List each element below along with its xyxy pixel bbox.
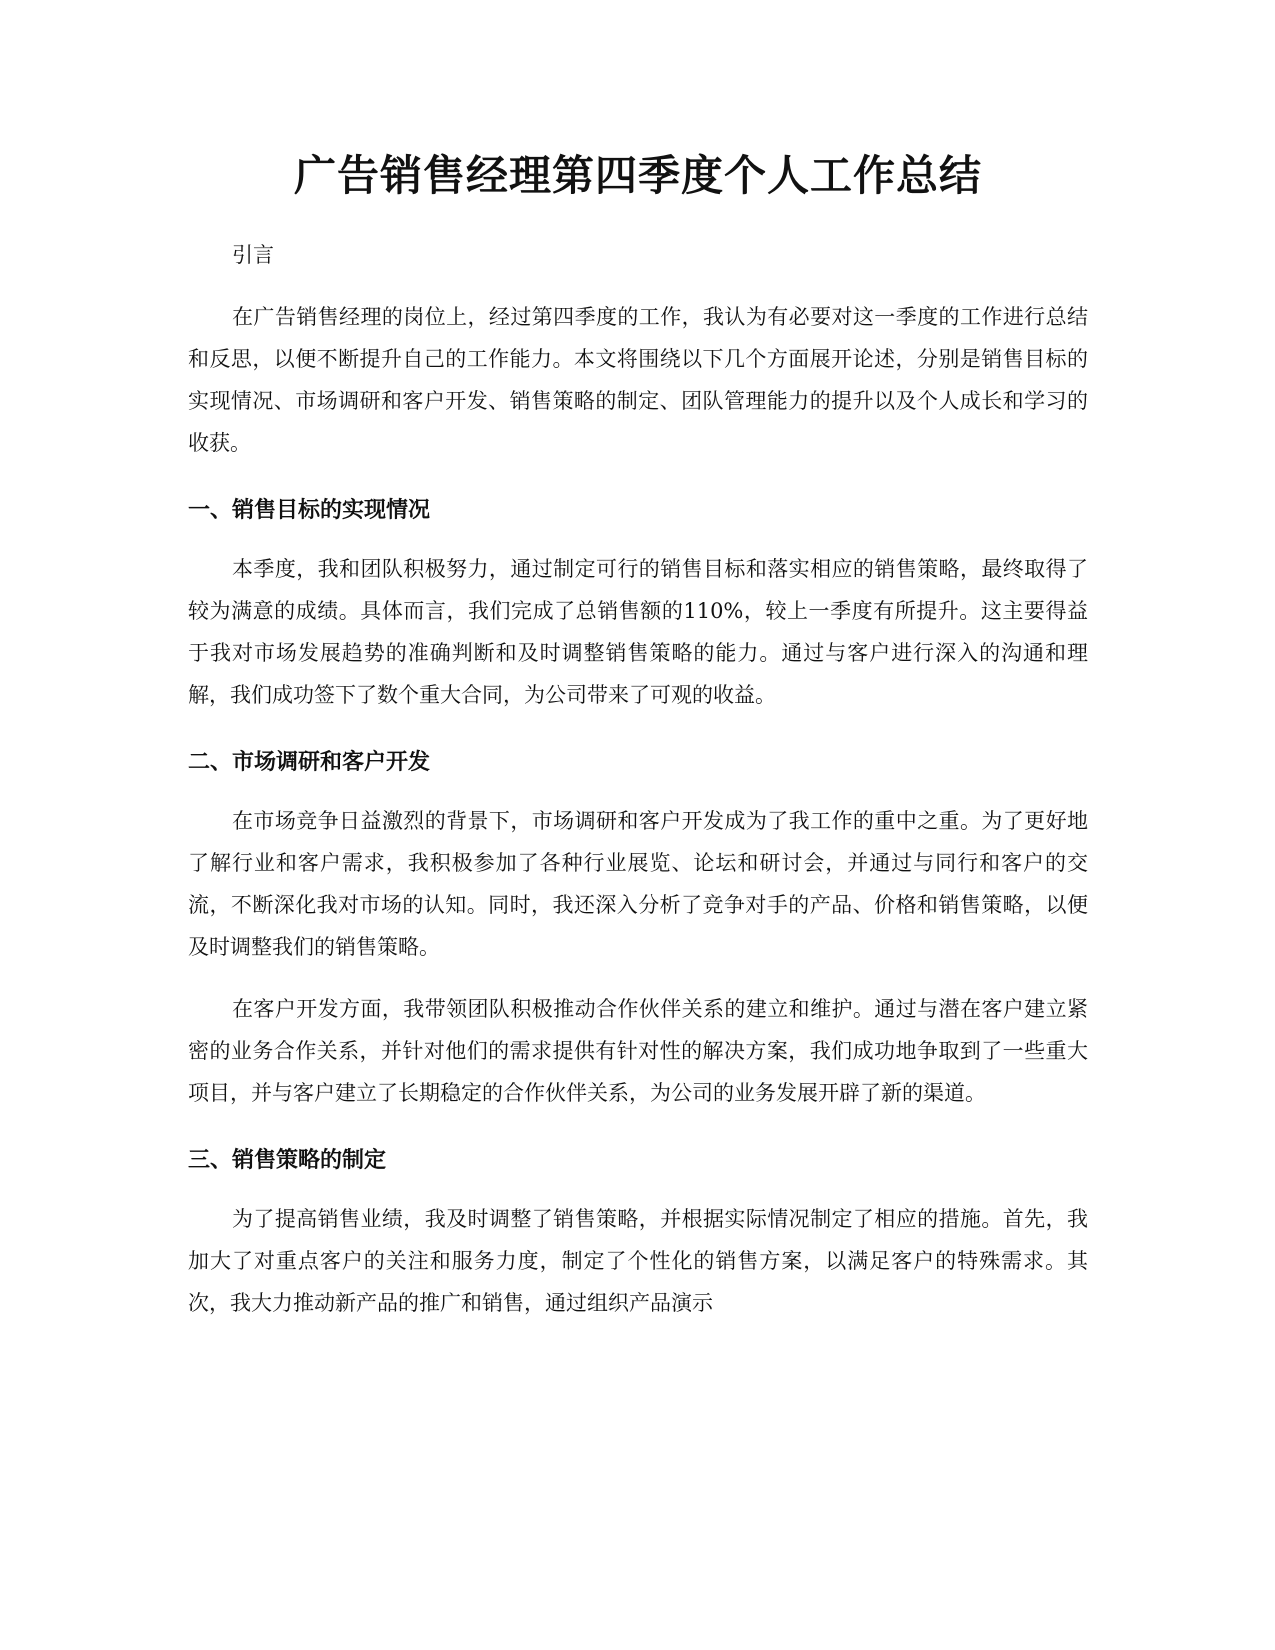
intro-label: 引言 [232, 243, 274, 267]
intro-paragraph: 在广告销售经理的岗位上，经过第四季度的工作，我认为有必要对这一季度的工作进行总结和反思，以便不断提升自己的工作能力。本文将围绕以下几个方面展开论述，分别是销售目标的实现情况、市场调研和客户开发、销售策略的制定、团队管理能力的提升以及个人成长和学习的收获。 [188, 305, 1088, 455]
section-heading-market-research: 二、市场调研和客户开发 [188, 750, 431, 775]
document-body [188, 148, 1088, 1324]
section-paragraph: 本季度，我和团队积极努力，通过制定可行的销售目标和落实相应的销售策略，最终取得了较为满意的成绩。具体而言，我们完成了总销售额的110%，较上一季度有所提升。这主要得益于我对市场发展趋势的准确判断和及时调整销售策略的能力。通过与客户进行深入的沟通和理解，我们成功签下了数个重大合同，为公司带来了可观的收益。 [188, 557, 1088, 707]
section-heading-sales-targets: 一、销售目标的实现情况 [188, 498, 431, 523]
section-paragraph: 为了提高销售业绩，我及时调整了销售策略，并根据实际情况制定了相应的措施。首先，我加大了对重点客户的关注和服务力度，制定了个性化的销售方案，以满足客户的特殊需求。其次，我大力推动新产品的推广和销售，通过组织产品演示 [188, 1207, 1088, 1315]
section-paragraph: 在客户开发方面，我带领团队积极推动合作伙伴关系的建立和维护。通过与潜在客户建立紧密的业务合作关系，并针对他们的需求提供有针对性的解决方案，我们成功地争取到了一些重大项目，并与客户建立了长期稳定的合作伙伴关系，为公司的业务发展开辟了新的渠道。 [188, 997, 1088, 1105]
section-paragraph: 在市场竞争日益激烈的背景下，市场调研和客户开发成为了我工作的重中之重。为了更好地了解行业和客户需求，我积极参加了各种行业展览、论坛和研讨会，并通过与同行和客户的交流，不断深化我对市场的认知。同时，我还深入分析了竞争对手的产品、价格和销售策略，以便及时调整我们的销售策略。 [188, 809, 1088, 959]
page-title: 广告销售经理第四季度个人工作总结 [293, 151, 982, 200]
section-heading-sales-strategy: 三、销售策略的制定 [188, 1148, 387, 1173]
